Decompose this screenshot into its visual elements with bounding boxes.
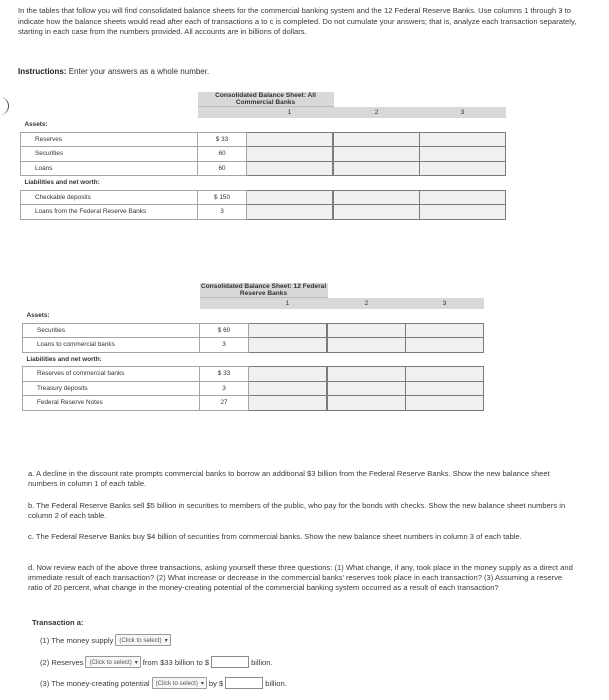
answer-cell[interactable] bbox=[420, 205, 506, 220]
answer-cell[interactable] bbox=[328, 396, 406, 411]
row-value: $ 33 bbox=[198, 132, 247, 147]
row-value: 60 bbox=[198, 161, 247, 176]
column-header: 1 bbox=[247, 107, 333, 119]
answer-cell[interactable] bbox=[247, 147, 333, 162]
row-value: $ 60 bbox=[200, 323, 249, 338]
scroll-edge-handle[interactable] bbox=[0, 97, 9, 115]
row-label: Loans bbox=[21, 161, 198, 176]
answer-cell[interactable] bbox=[334, 161, 420, 176]
answer-cell[interactable] bbox=[247, 161, 333, 176]
answer-cell[interactable] bbox=[334, 147, 420, 162]
answer-cell[interactable] bbox=[334, 190, 420, 205]
chevron-down-icon: ▾ bbox=[164, 637, 168, 644]
reserves-label: (2) Reserves bbox=[40, 657, 84, 667]
table-title: Consolidated Balance Sheet: All Commercial Banks bbox=[198, 92, 334, 107]
money-creating-select[interactable] bbox=[152, 677, 207, 689]
money-creating-end-text: billion. bbox=[265, 678, 287, 688]
transaction-heading: Transaction a: bbox=[32, 618, 84, 627]
row-value: 60 bbox=[198, 147, 247, 162]
row-label: Treasury deposits bbox=[23, 381, 200, 396]
reserves-select[interactable] bbox=[85, 656, 140, 668]
row-heading: Assets: bbox=[26, 312, 50, 320]
answer-cell[interactable] bbox=[334, 205, 420, 220]
money-supply-label: (1) The money supply bbox=[40, 635, 114, 645]
money-supply-row bbox=[40, 634, 173, 646]
table-title: Consolidated Balance Sheet: 12 Federal Reserve Banks bbox=[200, 283, 327, 297]
commercial-banks-table bbox=[20, 92, 506, 220]
answer-cell[interactable] bbox=[420, 161, 506, 176]
reserves-end-text: billion. bbox=[251, 657, 273, 667]
row-value: 3 bbox=[200, 338, 249, 353]
money-creating-amount-input[interactable] bbox=[225, 677, 263, 689]
money-creating-row bbox=[40, 677, 287, 689]
column-header: 1 bbox=[249, 298, 327, 310]
row-label: Federal Reserve Notes bbox=[23, 396, 200, 411]
select-text: (Click to select) bbox=[155, 679, 198, 687]
answer-cell[interactable] bbox=[249, 381, 327, 396]
column-header: 2 bbox=[328, 298, 406, 310]
answer-cell[interactable] bbox=[249, 338, 327, 353]
row-heading: Liabilities and net worth: bbox=[26, 355, 102, 363]
answer-cell[interactable] bbox=[247, 132, 333, 147]
row-value: 3 bbox=[200, 381, 249, 396]
reserves-amount-input[interactable] bbox=[211, 656, 249, 668]
select-text: (Click to select) bbox=[89, 658, 132, 666]
answer-cell[interactable] bbox=[249, 323, 327, 338]
instructions-text: Enter your answers as a whole number. bbox=[68, 67, 210, 76]
column-header: 2 bbox=[334, 107, 420, 119]
chevron-down-icon: ▾ bbox=[134, 659, 138, 666]
answer-cell[interactable] bbox=[420, 132, 506, 147]
answer-cell[interactable] bbox=[328, 338, 406, 353]
reserves-row bbox=[40, 656, 273, 668]
intro-text: In the tables that follow you will find consolidated balance sheets for the commercial banking system and the 12 Federal Reserve Banks. Use columns 1 through 3 to indicate how the balance sheets would read after each of transactions a to c is completed. Do not cumulate your answers; that is, analyze each transaction separately, starting in each case from the numbers provided. All accounts are in billions of dollars. bbox=[18, 6, 577, 37]
question-c: c. The Federal Reserve Banks buy $4 billion of securities from commercial banks. Show the new balance sheet numbers in column 3 of each table. bbox=[28, 532, 522, 541]
row-label: Loans to commercial banks bbox=[23, 338, 200, 353]
answer-cell[interactable] bbox=[406, 323, 484, 338]
question-d: d. Now review each of the above three transactions, asking yourself these three questions: (1) What change, if any, took place in the money supply as a direct and immediate result of each transaction? (2) What increase or decrease in the commercial banks' reserves took place in each transaction? (3) Assuming a reserve ratio of 20 percent, what change in the money-creating potential of the commercial banking system occurred as a result of each transaction? bbox=[28, 563, 573, 592]
row-label: Checkable deposits bbox=[21, 190, 198, 205]
select-text: (Click to select) bbox=[119, 636, 162, 644]
row-label: Securities bbox=[23, 323, 200, 338]
row-value: 27 bbox=[200, 396, 249, 411]
row-label: Reserves bbox=[21, 132, 198, 147]
answer-cell[interactable] bbox=[420, 190, 506, 205]
row-value: $ 150 bbox=[198, 190, 247, 205]
question-b: b. The Federal Reserve Banks sell $5 billion in securities to members of the public, who pay for the bonds with checks. Show the new balance sheet numbers in column 2 of each table. bbox=[28, 501, 566, 520]
chevron-down-icon: ▾ bbox=[200, 680, 204, 687]
answer-cell[interactable] bbox=[406, 396, 484, 411]
answer-cell[interactable] bbox=[247, 190, 333, 205]
instructions-label: Instructions: bbox=[18, 67, 67, 76]
answer-cell[interactable] bbox=[406, 338, 484, 353]
instructions bbox=[18, 67, 209, 76]
answer-cell[interactable] bbox=[328, 381, 406, 396]
answer-cell[interactable] bbox=[328, 367, 406, 382]
reserves-mid-text: from $33 billion to $ bbox=[142, 657, 210, 667]
answer-cell[interactable] bbox=[328, 323, 406, 338]
answer-cell[interactable] bbox=[249, 367, 327, 382]
answer-cell[interactable] bbox=[406, 367, 484, 382]
answer-cell[interactable] bbox=[420, 147, 506, 162]
row-label: Loans from the Federal Reserve Banks bbox=[21, 205, 198, 220]
money-creating-label: (3) The money-creating potential bbox=[40, 678, 150, 688]
row-value: $ 33 bbox=[200, 367, 249, 382]
answer-cell[interactable] bbox=[406, 381, 484, 396]
federal-reserve-table bbox=[22, 283, 484, 411]
answer-cell[interactable] bbox=[249, 396, 327, 411]
row-heading: Assets: bbox=[24, 121, 48, 129]
money-creating-mid-text: by $ bbox=[208, 678, 224, 688]
row-heading: Liabilities and net worth: bbox=[24, 179, 100, 187]
money-supply-select[interactable] bbox=[115, 634, 170, 646]
row-label: Reserves of commercial banks bbox=[23, 367, 200, 382]
answer-cell[interactable] bbox=[247, 205, 333, 220]
column-header: 3 bbox=[406, 298, 484, 310]
row-label: Securities bbox=[21, 147, 198, 162]
column-header: 3 bbox=[420, 107, 506, 119]
question-a: a. A decline in the discount rate prompts commercial banks to borrow an additional $3 billion from the Federal Reserve Banks. Show the new balance sheet numbers in column 1 of each table. bbox=[28, 469, 550, 488]
answer-cell[interactable] bbox=[334, 132, 420, 147]
row-value: 3 bbox=[198, 205, 247, 220]
